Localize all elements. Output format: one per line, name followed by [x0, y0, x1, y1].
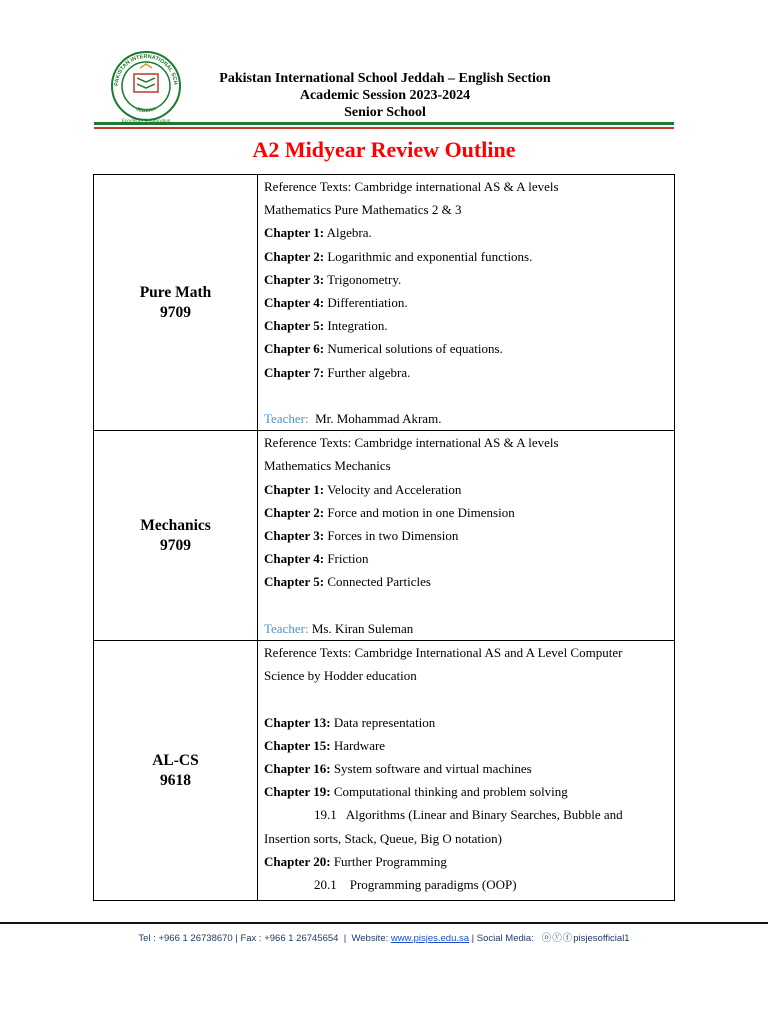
- chapter-label: Chapter 4:: [264, 295, 325, 311]
- subject-code: 9618: [160, 771, 191, 789]
- chapter-line: [264, 221, 668, 244]
- chapter-title: Further Programming: [330, 853, 447, 869]
- table-row: [94, 175, 675, 431]
- subtopic-line: 19.1 Algorithms (Linear and Binary Searches, Bubble and: [314, 807, 623, 823]
- chapter-line: [264, 478, 668, 501]
- chapter-label: Chapter 16:: [264, 761, 331, 777]
- chapter-line: [264, 711, 668, 734]
- chapter-label: Chapter 7:: [264, 364, 325, 380]
- social-label: | Social Media:: [469, 933, 542, 944]
- social-handle: pisjesofficial1: [573, 933, 630, 944]
- academic-session: Academic Session 2023-2024: [299, 88, 471, 103]
- chapter-line: [264, 524, 668, 547]
- chapter-title: Connected Particles: [324, 574, 431, 590]
- teacher-line: [264, 407, 668, 430]
- chapter-line: [264, 268, 668, 291]
- chapter-label: Chapter 15:: [264, 737, 331, 753]
- chapter-title: Forces in two Dimension: [324, 528, 459, 544]
- chapter-title: Integration.: [324, 318, 388, 334]
- chapter-line: [264, 314, 668, 337]
- chapter-label: Chapter 6:: [264, 341, 325, 357]
- social-media-icons[interactable]: ⓞⓨⓕ: [541, 933, 574, 944]
- chapter-title: Computational thinking and problem solving: [330, 784, 568, 800]
- chapter-title: Differentiation.: [324, 295, 408, 311]
- reference-line: Science by Hodder education: [264, 668, 417, 684]
- svg-text:PAKISTAN INTERNATIONAL SCHOOL: PAKISTAN INTERNATIONAL SCH: [113, 53, 179, 87]
- chapter-line: [264, 780, 668, 803]
- chapter-title: System software and virtual machines: [330, 761, 532, 777]
- subject-name: Pure Math: [139, 283, 212, 301]
- subject-cell: [94, 175, 258, 431]
- chapter-title: Further algebra.: [324, 364, 411, 380]
- document-header: [200, 70, 570, 121]
- chapter-title: Hardware: [330, 737, 386, 753]
- content-cell: [258, 175, 675, 431]
- chapter-line: [264, 757, 668, 780]
- review-outline-table: [93, 174, 675, 901]
- reference-line: Reference Texts: Cambridge international AS & A levels: [264, 435, 559, 451]
- chapter-label: Chapter 19:: [264, 784, 331, 800]
- reference-line: Mathematics Mechanics: [264, 458, 391, 474]
- chapter-line: [264, 291, 668, 314]
- content-cell: [258, 641, 675, 901]
- chapter-title: Algebra.: [324, 225, 372, 241]
- chapter-line: [264, 734, 668, 757]
- school-logo: [104, 46, 188, 124]
- spacer: [264, 384, 668, 407]
- chapter-label: Chapter 5:: [264, 318, 325, 334]
- teacher-label: Teacher:: [264, 411, 309, 427]
- table-row: [94, 431, 675, 641]
- chapter-label: Chapter 2:: [264, 248, 325, 264]
- chapter-label: Chapter 20:: [264, 853, 331, 869]
- chapter-label: Chapter 3:: [264, 528, 325, 544]
- school-logo-icon: [104, 46, 188, 124]
- subject-code: 9709: [160, 536, 191, 554]
- reference-line: Mathematics Pure Mathematics 2 & 3: [264, 202, 462, 218]
- chapter-title: Force and motion in one Dimension: [324, 504, 515, 520]
- table-row: [94, 641, 675, 901]
- reference-line: Reference Texts: Cambridge international AS & A levels: [264, 179, 559, 194]
- subject-name: AL-CS: [152, 751, 199, 769]
- spacer: [264, 687, 668, 710]
- subject-name: Mechanics: [140, 516, 211, 534]
- header-rule-red: [94, 127, 674, 129]
- chapter-line: [264, 501, 668, 524]
- reference-line: Reference Texts: Cambridge International AS and A Level Computer: [264, 645, 623, 661]
- website-link[interactable]: www.pisjes.edu.sa: [390, 933, 470, 944]
- school-name: Pakistan International School Jeddah – English Section: [219, 71, 551, 86]
- chapter-label: Chapter 2:: [264, 504, 325, 520]
- chapter-title: Velocity and Acceleration: [324, 481, 462, 497]
- footer-rule: [0, 922, 768, 924]
- subject-code: 9709: [160, 303, 191, 321]
- page-footer: [0, 930, 768, 944]
- chapter-title: Friction: [324, 551, 369, 567]
- subtopic-line: 20.1 Programming paradigms (OOP): [314, 877, 517, 893]
- subject-cell: [94, 431, 258, 641]
- teacher-label: Teacher:: [264, 620, 309, 636]
- chapter-line: [264, 850, 668, 873]
- chapter-label: Chapter 1:: [264, 481, 325, 497]
- chapter-label: Chapter 5:: [264, 574, 325, 590]
- chapter-label: Chapter 3:: [264, 271, 325, 287]
- spacer: [264, 594, 668, 617]
- chapter-line: [264, 337, 668, 360]
- chapter-title: Logarithmic and exponential functions.: [324, 248, 533, 264]
- chapter-title: Numerical solutions of equations.: [324, 341, 503, 357]
- subtopic-line: Insertion sorts, Stack, Queue, Big O notation): [264, 830, 502, 846]
- chapter-line: [264, 570, 668, 593]
- document-title: A2 Midyear Review Outline: [252, 137, 516, 162]
- header-rule-green: [94, 122, 674, 125]
- chapter-title: Trigonometry.: [324, 271, 402, 287]
- chapter-line: [264, 547, 668, 570]
- chapter-line: [264, 361, 668, 384]
- svg-text:JEDDAH: JEDDAH: [135, 106, 157, 115]
- teacher-line: [264, 617, 668, 640]
- school-section: Senior School: [344, 105, 426, 120]
- contact-info: Tel : +966 1 26738670 | Fax : +966 1 26745654 | Website:: [138, 933, 391, 944]
- chapter-label: Chapter 4:: [264, 551, 325, 567]
- teacher-name: Mr. Mohammad Akram.: [308, 411, 442, 427]
- teacher-name: Ms. Kiran Suleman: [308, 620, 414, 636]
- subject-cell: [94, 641, 258, 901]
- chapter-label: Chapter 1:: [264, 225, 325, 241]
- chapter-line: [264, 245, 668, 268]
- chapter-label: Chapter 13:: [264, 714, 331, 730]
- content-cell: [258, 431, 675, 641]
- chapter-title: Data representation: [330, 714, 436, 730]
